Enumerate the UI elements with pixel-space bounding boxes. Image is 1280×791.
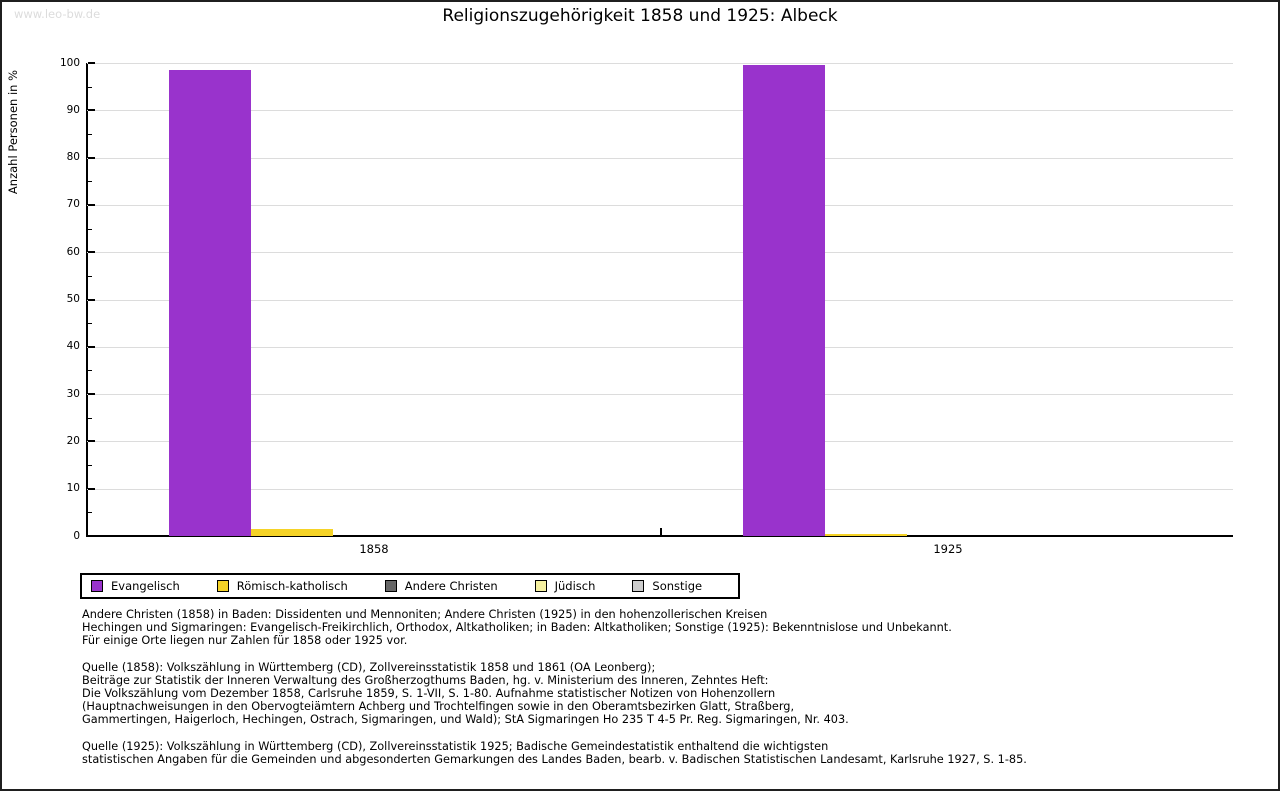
y-gridline (87, 441, 1233, 442)
y-tick-label: 70 (66, 198, 80, 211)
y-tick-minor (88, 229, 92, 230)
legend-swatch (385, 580, 397, 592)
legend-item-evangelisch (91, 579, 180, 593)
y-gridline (87, 394, 1233, 395)
legend-item-r-misch-katholisch (217, 579, 348, 593)
footnotes (82, 608, 1212, 779)
footnote-line: Die Volkszählung vom Dezember 1858, Carlsruhe 1859, S. 1-VII, S. 1-80. Aufnahme statistischer Notizen von Hohenzollern (82, 687, 776, 701)
y-tick-minor (88, 465, 92, 466)
y-tick-major (88, 299, 95, 301)
y-gridline (87, 110, 1233, 111)
bar-evangelisch-1925 (743, 65, 825, 536)
footnote-paragraph-1 (82, 608, 1212, 648)
legend-label: Jüdisch (554, 579, 596, 593)
y-tick-minor (88, 418, 92, 419)
y-tick-major (88, 62, 95, 64)
legend-label: Römisch-katholisch (236, 579, 348, 593)
bar-r-misch-katholisch-1925 (825, 534, 907, 536)
footnote-line: (Hauptnachweisungen in den Obervogteiämtern Achberg und Trochtelfingen sowie in den Oberamtsbezirken Glatt, Straßberg, (82, 700, 795, 714)
y-tick-minor (88, 370, 92, 371)
legend-swatch (91, 580, 103, 592)
y-tick-minor (88, 512, 92, 513)
footnote-paragraph-3 (82, 740, 1212, 766)
y-tick-label: 100 (59, 56, 80, 69)
legend-label: Evangelisch (111, 579, 180, 593)
legend-label: Andere Christen (404, 579, 498, 593)
footnote-line: Gammertingen, Haigerloch, Hechingen, Ostrach, Sigmaringen, und Wald); StA Sigmaringen Ho 235 T 4-5 Pr. Reg. Sigmaringen, Nr. 403. (82, 713, 849, 727)
legend-swatch (632, 580, 644, 592)
footnote-line: Hechingen und Sigmaringen: Evangelisch-Freikirchlich, Orthodox, Altkatholiken; in Baden: Altkatholiken; Sonstige (1925): Bekenntnislose und Unbekannt. (82, 621, 952, 635)
legend-label: Sonstige (652, 579, 703, 593)
y-tick-major (88, 157, 95, 159)
y-tick-label: 20 (66, 434, 80, 447)
y-gridline (87, 252, 1233, 253)
y-tick-label: 60 (66, 245, 80, 258)
footnote-line: Beiträge zur Statistik der Inneren Verwaltung des Großherzogthums Baden, hg. v. Ministerium des Inneren, Zehntes Heft: (82, 673, 769, 687)
y-tick-minor (88, 134, 92, 135)
bar-evangelisch-1858 (169, 70, 251, 536)
y-tick-major (88, 393, 95, 395)
footnote-line: Für einige Orte liegen nur Zahlen für 1858 oder 1925 vor. (82, 634, 408, 648)
chart-title: Religionszugehörigkeit 1858 und 1925: Albeck (442, 6, 838, 26)
y-tick-major (88, 488, 95, 490)
y-tick-major (88, 251, 95, 253)
y-axis-title: Anzahl Personen in % (6, 69, 20, 195)
y-tick-minor (88, 276, 92, 277)
legend-item-andere-christen (385, 579, 498, 593)
bar-r-misch-katholisch-1858 (251, 529, 333, 536)
footnote-paragraph-2 (82, 661, 1212, 727)
y-gridline (87, 300, 1233, 301)
legend-swatch (535, 580, 547, 592)
y-tick-minor (88, 87, 92, 88)
legend (80, 573, 740, 599)
footnote-line: statistischen Angaben für die Gemeinden und abgesonderten Gemarkungen des Landes Baden, bearb. v. Badischen Statistischen Landesamt, Karlsruhe 1927, S. 1-85. (82, 752, 1027, 766)
x-category-label-1858: 1858 (359, 542, 389, 556)
legend-swatch (217, 580, 229, 592)
y-tick-label: 30 (66, 387, 80, 400)
y-gridline (87, 63, 1233, 64)
y-tick-label: 90 (66, 103, 80, 116)
y-tick-label: 40 (66, 340, 80, 353)
footnote-line: Andere Christen (1858) in Baden: Dissidenten und Mennoniten; Andere Christen (1925) in den hohenzollerischen Kreisen (82, 608, 768, 621)
y-tick-label: 10 (66, 482, 80, 495)
footnote-line: Quelle (1858): Volkszählung in Württemberg (CD), Zollvereinsstatistik 1858 und 1861 (OA Leonberg); (82, 660, 656, 674)
y-tick-major (88, 109, 95, 111)
y-tick-minor (88, 181, 92, 182)
y-tick-major (88, 346, 95, 348)
x-divider-tick (660, 528, 662, 535)
y-gridline (87, 158, 1233, 159)
y-tick-label: 80 (66, 151, 80, 164)
legend-item-sonstige (632, 579, 702, 593)
y-tick-label: 0 (73, 529, 80, 542)
legend-item-j-disch (535, 579, 596, 593)
x-category-label-1925: 1925 (933, 542, 963, 556)
y-gridline (87, 347, 1233, 348)
y-tick-major (88, 440, 95, 442)
plot-area (87, 63, 1233, 536)
y-tick-minor (88, 323, 92, 324)
y-tick-major (88, 204, 95, 206)
y-gridline (87, 489, 1233, 490)
watermark: www.leo-bw.de (14, 7, 101, 21)
y-gridline (87, 205, 1233, 206)
y-tick-label: 50 (66, 293, 80, 305)
footnote-line: Quelle (1925): Volkszählung in Württemberg (CD), Zollvereinsstatistik 1925; Badische Gemeindestatistik enthaltend die wichtigsten (82, 739, 829, 753)
y-tick-major (88, 535, 95, 537)
